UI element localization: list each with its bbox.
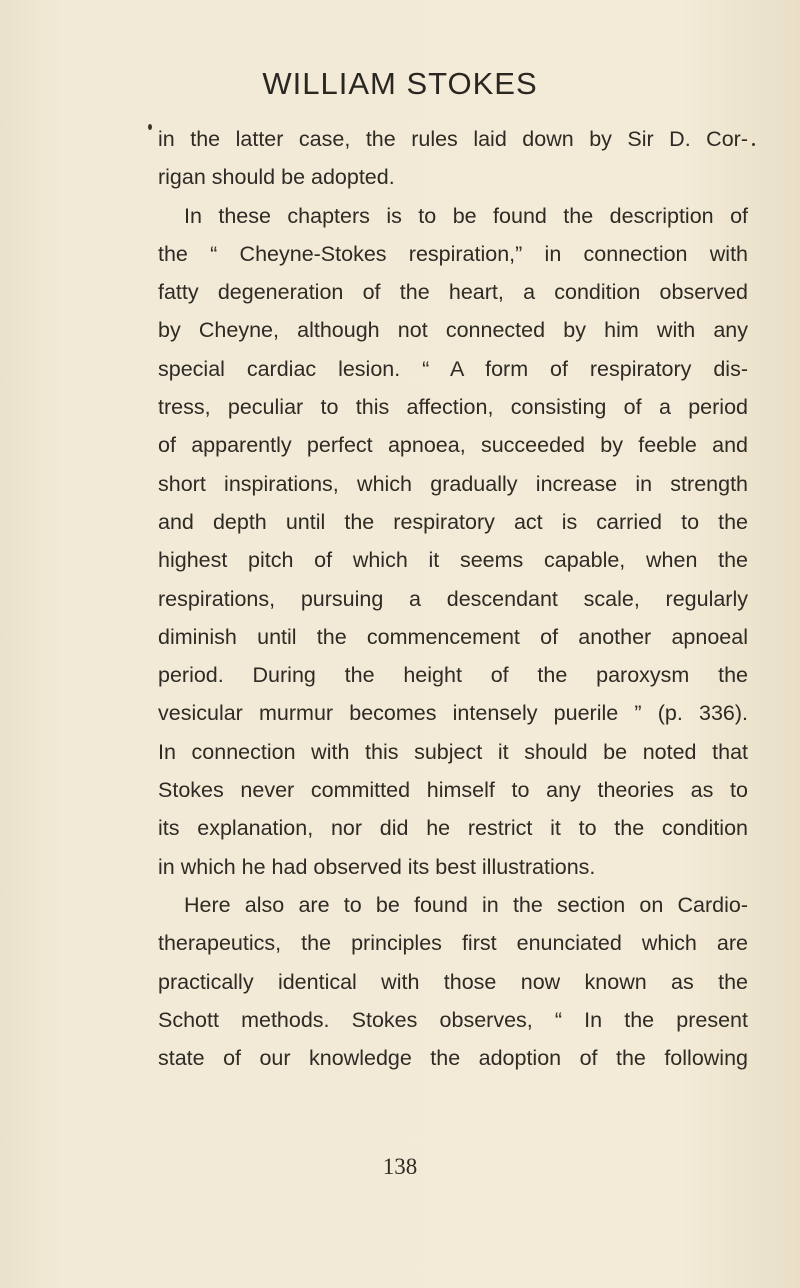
text-line: practically identical with those now known as the (158, 969, 748, 994)
text-line: Stokes never committed himself to any theories as to (158, 778, 748, 803)
text-line: short inspirations, which gradually increase in strength (158, 471, 748, 496)
page-number: 138 (382, 1154, 418, 1179)
text-line: therapeutics, the principles first enunciated which are (158, 931, 748, 956)
text-line: diminish until the commencement of another apnoeal (158, 624, 748, 649)
body-text (158, 120, 748, 1077)
text-line: tress, peculiar to this affection, consisting of a period (158, 395, 748, 420)
text-line: special cardiac lesion. “ A form of respiratory dis- (158, 356, 748, 381)
text-line: Schott methods. Stokes observes, “ In the present (158, 1007, 748, 1032)
text-line: state of our knowledge the adoption of the following (158, 1046, 748, 1071)
text-line: period. During the height of the paroxysm the (158, 663, 748, 688)
text-line: In these chapters is to be found the description of (184, 203, 748, 228)
text-line: of apparently perfect apnoea, succeeded by feeble and (158, 433, 748, 458)
text-line: Here also are to be found in the section on Cardio- (184, 892, 748, 917)
text-line: fatty degeneration of the heart, a condition observed (158, 280, 748, 305)
text-line: by Cheyne, although not connected by him with any (158, 318, 748, 343)
text-line: In connection with this subject it should be noted that (158, 739, 748, 764)
ink-speck (752, 143, 755, 146)
text-line: rigan should be adopted. (158, 165, 395, 190)
text-line: and depth until the respiratory act is carried to the (158, 509, 748, 534)
text-line: vesicular murmur becomes intensely puerile ” (p. 336). (158, 701, 748, 726)
text-line: its explanation, nor did he restrict it to the condition (158, 816, 748, 841)
text-line: the “ Cheyne-Stokes respiration,” in connection with (158, 241, 748, 266)
running-head: WILLIAM STOKES (262, 66, 538, 101)
text-line: respirations, pursuing a descendant scale, regularly (158, 586, 748, 611)
ink-speck (148, 124, 152, 130)
text-line: highest pitch of which it seems capable, when the (158, 548, 748, 573)
text-line: in the latter case, the rules laid down by Sir D. Cor- (158, 127, 748, 151)
text-line: in which he had observed its best illustrations. (158, 854, 596, 879)
